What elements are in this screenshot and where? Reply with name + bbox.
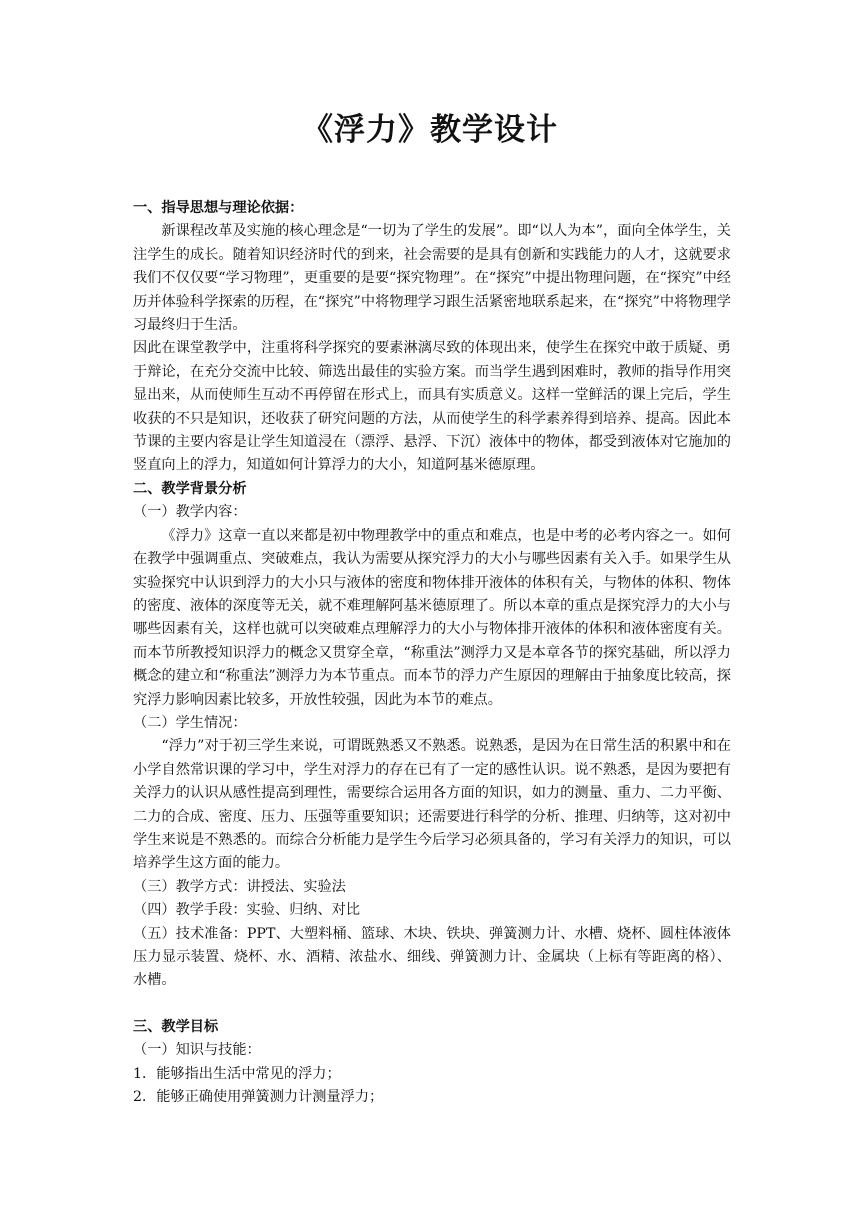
subsection-line: （四）教学手段：实验、归纳、对比 (133, 902, 361, 919)
subsection-label: （一）知识与技能： (133, 1042, 261, 1059)
document-body (133, 197, 731, 1109)
subsection-label: （二）学生情况： (133, 714, 247, 731)
paragraph: 新课程改革及实施的核心理念是“一切为了学生的发展”。即“以人为本”，面向全体学生，关注学生的成长。随着知识经济时代的到来，社会需要的是具有创新和实践能力的人才，这就要求我们不仅仅要“学习物理”，更重要的是要“探究物理”。在“探究”中提出物理问题，在“探究”中经历并体验科学探索的历程，在“探究”中将物理学习跟生活紧密地联系起来，在“探究”中将物理学习最终归于生活。 (133, 223, 731, 334)
paragraph: 因此在课堂教学中，注重将科学探究的要素淋漓尽致的体现出来，使学生在探究中敢于质疑、勇于辩论，在充分交流中比较、筛选出最佳的实验方案。而当学生遇到困难时，教师的指导作用突显出来，从而使师生互动不再停留在形式上，而具有实质意义。这样一堂鲜活的课上完后，学生收获的不只是知识，还收获了研究问题的方法，从而使学生的科学素养得到培养、提高。因此本节课的主要内容是让学生知道浸在（漂浮、悬浮、下沉）液体中的物体，都受到液体对它施加的竖直向上的浮力，知道如何计算浮力的大小，知道阿基米德原理。 (133, 340, 731, 474)
paragraph: “浮力”对于初三学生来说，可谓既熟悉又不熟悉。说熟悉，是因为在日常生活的积累中和在小学自然常识课的学习中，学生对浮力的存在已有了一定的感性认识。说不熟悉，是因为要把有关浮力的认识从感性提高到理性，需要综合运用各方面的知识，如力的测量、重力、二力平衡、二力的合成、密度、压力、压强等重要知识；还需要进行科学的分析、推理、归纳等，这对初中学生来说是不熟悉的。而综合分析能力是学生今后学习必须具备的，学习有关浮力的知识，可以培养学生这方面的能力。 (133, 738, 731, 872)
paragraph: 《浮力》这章一直以来都是初中物理教学中的重点和难点，也是中考的必考内容之一。如何在教学中强调重点、突破难点，我认为需要从探究浮力的大小与哪些因素有关入手。如果学生从实验探究中认识到浮力的大小只与液体的密度和物体排开液体的体积有关，与物体的体积、物体的密度、液体的深度等无关，就不难理解阿基米德原理了。所以本章的重点是探究浮力的大小与哪些因素有关，这样也就可以突破难点理解浮力的大小与物体排开液体的体积和液体密度有关。而本节所教授知识浮力的概念又贯穿全章，“称重法”测浮力又是本章各节的探究基础，所以浮力概念的建立和“称重法”测浮力为本节重点。而本节的浮力产生原因的理解由于抽象度比较高，探究浮力影响因素比较多，开放性较强，因此为本节的难点。 (133, 527, 731, 708)
section-heading-guiding-ideas: 一、指导思想与理论依据： (133, 200, 304, 216)
spacer (133, 993, 731, 1016)
section-heading-objectives: 三、教学目标 (133, 1018, 219, 1035)
list-item: 2．能够正确使用弹簧测力计测量浮力； (133, 1089, 384, 1106)
subsection-line: （三）教学方式：讲授法、实验法 (133, 878, 346, 895)
subsection-line: （五）技术准备：PPT、大塑料桶、篮球、木块、铁块、弹簧测力计、水槽、烧杯、圆柱体液体压力显示装置、烧杯、水、酒精、浓盐水、细线、弹簧测力计、金属块（上标有等距离的格）、水槽。 (133, 925, 731, 989)
subsection-label: （一）教学内容： (133, 504, 247, 521)
document-title: 《浮力》教学设计 (302, 112, 558, 148)
section-heading-background: 二、教学背景分析 (133, 480, 247, 497)
list-item: 1．能够指出生活中常见的浮力； (133, 1065, 341, 1082)
